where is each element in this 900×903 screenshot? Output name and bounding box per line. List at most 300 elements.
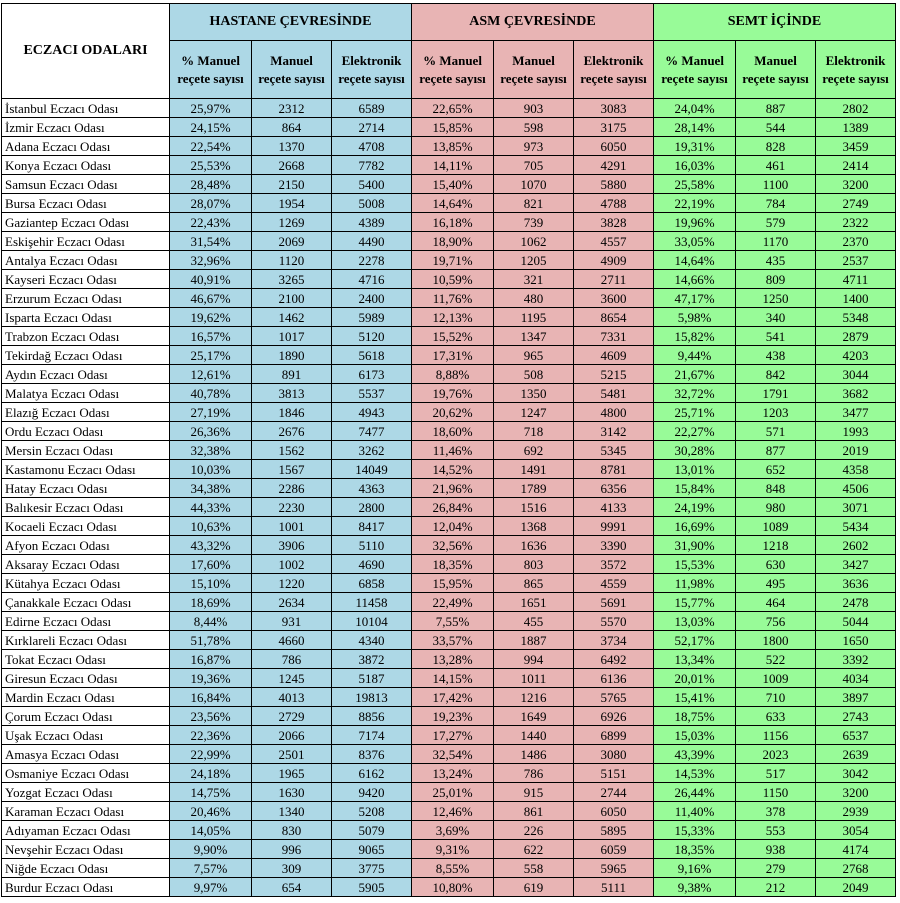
asm-manual-count-cell: 321	[494, 270, 574, 289]
table-row	[2, 422, 896, 441]
asm-electronic-count-cell: 5895	[574, 821, 654, 840]
chamber-name-cell: Nevşehir Eczacı Odası	[2, 840, 170, 859]
semt-manual-count-cell: 544	[736, 118, 816, 137]
hastane-percent-manual-cell: 27,19%	[170, 403, 252, 422]
hastane-electronic-count-cell: 6162	[332, 764, 412, 783]
asm-manual-count-cell: 786	[494, 764, 574, 783]
table-row	[2, 498, 896, 517]
hastane-percent-manual-cell: 22,99%	[170, 745, 252, 764]
hastane-percent-manual-cell: 28,07%	[170, 194, 252, 213]
hastane-manual-count-cell: 1562	[252, 441, 332, 460]
semt-electronic-count-cell: 3054	[816, 821, 896, 840]
asm-percent-manual-cell: 15,52%	[412, 327, 494, 346]
semt-electronic-count-cell: 1993	[816, 422, 896, 441]
semt-electronic-count-cell: 3200	[816, 783, 896, 802]
asm-percent-manual-cell: 3,69%	[412, 821, 494, 840]
asm-electronic-count-cell: 6059	[574, 840, 654, 859]
asm-percent-manual-cell: 14,52%	[412, 460, 494, 479]
chamber-name-cell: Uşak Eczacı Odası	[2, 726, 170, 745]
subheader-semt-percent-manual	[654, 41, 736, 99]
table-row	[2, 232, 896, 251]
hastane-manual-count-cell: 1245	[252, 669, 332, 688]
hastane-electronic-count-cell: 2400	[332, 289, 412, 308]
hastane-percent-manual-cell: 19,62%	[170, 308, 252, 327]
chamber-name-cell: Tokat Eczacı Odası	[2, 650, 170, 669]
hastane-electronic-count-cell: 4490	[332, 232, 412, 251]
semt-percent-manual-cell: 16,03%	[654, 156, 736, 175]
semt-percent-manual-cell: 14,53%	[654, 764, 736, 783]
table-body	[2, 99, 896, 897]
table-row	[2, 612, 896, 631]
hastane-percent-manual-cell: 16,84%	[170, 688, 252, 707]
hastane-manual-count-cell: 1017	[252, 327, 332, 346]
semt-manual-count-cell: 522	[736, 650, 816, 669]
asm-electronic-count-cell: 2744	[574, 783, 654, 802]
hastane-manual-count-cell: 1567	[252, 460, 332, 479]
hastane-manual-count-cell: 3813	[252, 384, 332, 403]
asm-manual-count-cell: 622	[494, 840, 574, 859]
semt-electronic-count-cell: 1650	[816, 631, 896, 650]
semt-manual-count-cell: 517	[736, 764, 816, 783]
semt-percent-manual-cell: 15,33%	[654, 821, 736, 840]
asm-percent-manual-cell: 15,85%	[412, 118, 494, 137]
asm-electronic-count-cell: 6926	[574, 707, 654, 726]
table-row	[2, 631, 896, 650]
semt-percent-manual-cell: 15,53%	[654, 555, 736, 574]
hastane-manual-count-cell: 830	[252, 821, 332, 840]
chamber-name-cell: Karaman Eczacı Odası	[2, 802, 170, 821]
asm-electronic-count-cell: 3175	[574, 118, 654, 137]
table-row	[2, 764, 896, 783]
hastane-electronic-count-cell: 2800	[332, 498, 412, 517]
semt-electronic-count-cell: 3897	[816, 688, 896, 707]
semt-manual-count-cell: 541	[736, 327, 816, 346]
semt-manual-count-cell: 1156	[736, 726, 816, 745]
table-row	[2, 384, 896, 403]
asm-electronic-count-cell: 4133	[574, 498, 654, 517]
hastane-electronic-count-cell: 5008	[332, 194, 412, 213]
chamber-name-cell: Kocaeli Eczacı Odası	[2, 517, 170, 536]
subheader-line2: reçete sayısı	[338, 70, 405, 86]
hastane-manual-count-cell: 1462	[252, 308, 332, 327]
semt-electronic-count-cell: 4358	[816, 460, 896, 479]
asm-manual-count-cell: 915	[494, 783, 574, 802]
semt-percent-manual-cell: 33,05%	[654, 232, 736, 251]
hastane-electronic-count-cell: 7782	[332, 156, 412, 175]
group-header-semt: SEMT İÇİNDE	[654, 4, 896, 41]
asm-manual-count-cell: 1347	[494, 327, 574, 346]
asm-manual-count-cell: 861	[494, 802, 574, 821]
semt-electronic-count-cell: 4506	[816, 479, 896, 498]
chamber-name-cell: Çorum Eczacı Odası	[2, 707, 170, 726]
chamber-name-cell: Ordu Eczacı Odası	[2, 422, 170, 441]
semt-percent-manual-cell: 19,31%	[654, 137, 736, 156]
hastane-electronic-count-cell: 4708	[332, 137, 412, 156]
semt-manual-count-cell: 756	[736, 612, 816, 631]
asm-percent-manual-cell: 18,35%	[412, 555, 494, 574]
subheader-asm-manual-count	[494, 41, 574, 99]
hastane-manual-count-cell: 2729	[252, 707, 332, 726]
semt-manual-count-cell: 579	[736, 213, 816, 232]
semt-electronic-count-cell: 2322	[816, 213, 896, 232]
semt-electronic-count-cell: 2537	[816, 251, 896, 270]
table-row	[2, 840, 896, 859]
semt-electronic-count-cell: 2939	[816, 802, 896, 821]
chamber-name-cell: Balıkesir Eczacı Odası	[2, 498, 170, 517]
hastane-percent-manual-cell: 28,48%	[170, 175, 252, 194]
semt-percent-manual-cell: 13,01%	[654, 460, 736, 479]
asm-electronic-count-cell: 5111	[574, 878, 654, 897]
asm-electronic-count-cell: 4559	[574, 574, 654, 593]
hastane-manual-count-cell: 2676	[252, 422, 332, 441]
table-row	[2, 745, 896, 764]
hastane-electronic-count-cell: 9065	[332, 840, 412, 859]
hastane-manual-count-cell: 1340	[252, 802, 332, 821]
semt-manual-count-cell: 1150	[736, 783, 816, 802]
table-row	[2, 707, 896, 726]
subheader-line2: reçete sayısı	[177, 70, 244, 86]
semt-manual-count-cell: 710	[736, 688, 816, 707]
semt-manual-count-cell: 571	[736, 422, 816, 441]
hastane-manual-count-cell: 2286	[252, 479, 332, 498]
hastane-percent-manual-cell: 34,38%	[170, 479, 252, 498]
semt-percent-manual-cell: 11,98%	[654, 574, 736, 593]
asm-electronic-count-cell: 5880	[574, 175, 654, 194]
semt-electronic-count-cell: 4203	[816, 346, 896, 365]
asm-percent-manual-cell: 21,96%	[412, 479, 494, 498]
hastane-percent-manual-cell: 9,90%	[170, 840, 252, 859]
hastane-electronic-count-cell: 6589	[332, 99, 412, 118]
semt-manual-count-cell: 378	[736, 802, 816, 821]
semt-manual-count-cell: 848	[736, 479, 816, 498]
asm-percent-manual-cell: 15,95%	[412, 574, 494, 593]
asm-electronic-count-cell: 6050	[574, 137, 654, 156]
semt-electronic-count-cell: 3427	[816, 555, 896, 574]
asm-percent-manual-cell: 11,46%	[412, 441, 494, 460]
asm-manual-count-cell: 558	[494, 859, 574, 878]
asm-manual-count-cell: 973	[494, 137, 574, 156]
asm-electronic-count-cell: 6136	[574, 669, 654, 688]
semt-electronic-count-cell: 3636	[816, 574, 896, 593]
semt-electronic-count-cell: 2049	[816, 878, 896, 897]
table-row	[2, 365, 896, 384]
subheader-semt-manual-count	[736, 41, 816, 99]
semt-percent-manual-cell: 11,40%	[654, 802, 736, 821]
semt-electronic-count-cell: 4174	[816, 840, 896, 859]
hastane-manual-count-cell: 1269	[252, 213, 332, 232]
hastane-manual-count-cell: 1370	[252, 137, 332, 156]
chamber-name-cell: Niğde Eczacı Odası	[2, 859, 170, 878]
table-row	[2, 156, 896, 175]
semt-manual-count-cell: 877	[736, 441, 816, 460]
hastane-electronic-count-cell: 4340	[332, 631, 412, 650]
semt-percent-manual-cell: 52,17%	[654, 631, 736, 650]
hastane-percent-manual-cell: 44,33%	[170, 498, 252, 517]
semt-electronic-count-cell: 2370	[816, 232, 896, 251]
semt-percent-manual-cell: 28,14%	[654, 118, 736, 137]
asm-percent-manual-cell: 9,31%	[412, 840, 494, 859]
asm-percent-manual-cell: 32,56%	[412, 536, 494, 555]
chamber-name-cell: Adana Eczacı Odası	[2, 137, 170, 156]
hastane-manual-count-cell: 309	[252, 859, 332, 878]
hastane-electronic-count-cell: 19813	[332, 688, 412, 707]
subheader-line1: Elektronik	[825, 52, 886, 68]
asm-percent-manual-cell: 11,76%	[412, 289, 494, 308]
subheader-line2: reçete sayısı	[822, 70, 889, 86]
semt-electronic-count-cell: 5044	[816, 612, 896, 631]
hastane-percent-manual-cell: 9,97%	[170, 878, 252, 897]
semt-manual-count-cell: 1089	[736, 517, 816, 536]
hastane-percent-manual-cell: 23,56%	[170, 707, 252, 726]
hastane-manual-count-cell: 1630	[252, 783, 332, 802]
asm-electronic-count-cell: 3828	[574, 213, 654, 232]
table-row	[2, 175, 896, 194]
semt-electronic-count-cell: 6537	[816, 726, 896, 745]
semt-percent-manual-cell: 16,69%	[654, 517, 736, 536]
chamber-name-cell: Edirne Eczacı Odası	[2, 612, 170, 631]
subheader-line2: reçete sayısı	[661, 70, 728, 86]
semt-electronic-count-cell: 2879	[816, 327, 896, 346]
hastane-electronic-count-cell: 11458	[332, 593, 412, 612]
semt-percent-manual-cell: 24,04%	[654, 99, 736, 118]
semt-percent-manual-cell: 22,19%	[654, 194, 736, 213]
table-row	[2, 118, 896, 137]
group-header-row	[2, 4, 896, 41]
asm-percent-manual-cell: 19,23%	[412, 707, 494, 726]
asm-electronic-count-cell: 5345	[574, 441, 654, 460]
hastane-electronic-count-cell: 4690	[332, 555, 412, 574]
asm-percent-manual-cell: 17,42%	[412, 688, 494, 707]
semt-percent-manual-cell: 9,44%	[654, 346, 736, 365]
asm-electronic-count-cell: 6356	[574, 479, 654, 498]
hastane-electronic-count-cell: 3775	[332, 859, 412, 878]
asm-percent-manual-cell: 13,24%	[412, 764, 494, 783]
semt-electronic-count-cell: 2602	[816, 536, 896, 555]
hastane-percent-manual-cell: 10,63%	[170, 517, 252, 536]
asm-manual-count-cell: 1649	[494, 707, 574, 726]
chamber-name-cell: Hatay Eczacı Odası	[2, 479, 170, 498]
chamber-name-cell: Bursa Eczacı Odası	[2, 194, 170, 213]
hastane-electronic-count-cell: 5400	[332, 175, 412, 194]
table-row	[2, 878, 896, 897]
table-row	[2, 441, 896, 460]
table-row	[2, 574, 896, 593]
table-wrapper	[1, 3, 896, 897]
hastane-percent-manual-cell: 32,38%	[170, 441, 252, 460]
hastane-manual-count-cell: 864	[252, 118, 332, 137]
asm-percent-manual-cell: 13,28%	[412, 650, 494, 669]
group-header-hastane: HASTANE ÇEVRESİNDE	[170, 4, 412, 41]
asm-electronic-count-cell: 4788	[574, 194, 654, 213]
subheader-asm-electronic-count	[574, 41, 654, 99]
hastane-percent-manual-cell: 24,15%	[170, 118, 252, 137]
hastane-percent-manual-cell: 15,10%	[170, 574, 252, 593]
chamber-name-cell: Yozgat Eczacı Odası	[2, 783, 170, 802]
semt-manual-count-cell: 980	[736, 498, 816, 517]
subheader-hastane-manual-count	[252, 41, 332, 99]
table-header	[2, 4, 896, 99]
semt-electronic-count-cell: 1389	[816, 118, 896, 137]
semt-electronic-count-cell: 4034	[816, 669, 896, 688]
semt-manual-count-cell: 495	[736, 574, 816, 593]
semt-electronic-count-cell: 2639	[816, 745, 896, 764]
semt-percent-manual-cell: 15,03%	[654, 726, 736, 745]
semt-manual-count-cell: 1170	[736, 232, 816, 251]
hastane-percent-manual-cell: 43,32%	[170, 536, 252, 555]
chamber-name-cell: Mardin Eczacı Odası	[2, 688, 170, 707]
semt-percent-manual-cell: 22,27%	[654, 422, 736, 441]
hastane-electronic-count-cell: 8376	[332, 745, 412, 764]
asm-manual-count-cell: 865	[494, 574, 574, 593]
hastane-percent-manual-cell: 18,69%	[170, 593, 252, 612]
chamber-name-cell: Kastamonu Eczacı Odası	[2, 460, 170, 479]
semt-percent-manual-cell: 43,39%	[654, 745, 736, 764]
chamber-name-cell: İzmir Eczacı Odası	[2, 118, 170, 137]
hastane-percent-manual-cell: 17,60%	[170, 555, 252, 574]
hastane-electronic-count-cell: 2714	[332, 118, 412, 137]
semt-percent-manual-cell: 15,84%	[654, 479, 736, 498]
asm-manual-count-cell: 692	[494, 441, 574, 460]
hastane-percent-manual-cell: 22,54%	[170, 137, 252, 156]
semt-manual-count-cell: 464	[736, 593, 816, 612]
hastane-manual-count-cell: 3265	[252, 270, 332, 289]
asm-manual-count-cell: 821	[494, 194, 574, 213]
hastane-electronic-count-cell: 5187	[332, 669, 412, 688]
hastane-percent-manual-cell: 19,36%	[170, 669, 252, 688]
hastane-manual-count-cell: 931	[252, 612, 332, 631]
hastane-manual-count-cell: 1220	[252, 574, 332, 593]
subheader-line1: % Manuel	[665, 52, 724, 68]
chamber-name-cell: Kırklareli Eczacı Odası	[2, 631, 170, 650]
asm-electronic-count-cell: 6492	[574, 650, 654, 669]
asm-manual-count-cell: 1636	[494, 536, 574, 555]
semt-manual-count-cell: 340	[736, 308, 816, 327]
hastane-percent-manual-cell: 20,46%	[170, 802, 252, 821]
semt-electronic-count-cell: 2743	[816, 707, 896, 726]
semt-electronic-count-cell: 2768	[816, 859, 896, 878]
semt-manual-count-cell: 630	[736, 555, 816, 574]
hastane-percent-manual-cell: 51,78%	[170, 631, 252, 650]
hastane-percent-manual-cell: 40,91%	[170, 270, 252, 289]
asm-percent-manual-cell: 19,71%	[412, 251, 494, 270]
hastane-manual-count-cell: 2230	[252, 498, 332, 517]
hastane-percent-manual-cell: 22,43%	[170, 213, 252, 232]
semt-manual-count-cell: 1218	[736, 536, 816, 555]
asm-percent-manual-cell: 22,49%	[412, 593, 494, 612]
asm-manual-count-cell: 598	[494, 118, 574, 137]
hastane-percent-manual-cell: 25,97%	[170, 99, 252, 118]
subheader-line1: Manuel	[512, 52, 555, 68]
hastane-manual-count-cell: 654	[252, 878, 332, 897]
asm-percent-manual-cell: 13,85%	[412, 137, 494, 156]
semt-electronic-count-cell: 5434	[816, 517, 896, 536]
asm-manual-count-cell: 1491	[494, 460, 574, 479]
asm-manual-count-cell: 480	[494, 289, 574, 308]
asm-electronic-count-cell: 2711	[574, 270, 654, 289]
hastane-percent-manual-cell: 46,67%	[170, 289, 252, 308]
asm-manual-count-cell: 508	[494, 365, 574, 384]
semt-electronic-count-cell: 1400	[816, 289, 896, 308]
asm-percent-manual-cell: 18,90%	[412, 232, 494, 251]
asm-electronic-count-cell: 5151	[574, 764, 654, 783]
chamber-name-cell: Gaziantep Eczacı Odası	[2, 213, 170, 232]
asm-electronic-count-cell: 3734	[574, 631, 654, 650]
asm-electronic-count-cell: 5481	[574, 384, 654, 403]
semt-electronic-count-cell: 4711	[816, 270, 896, 289]
hastane-percent-manual-cell: 26,36%	[170, 422, 252, 441]
table-row	[2, 517, 896, 536]
table-row	[2, 460, 896, 479]
asm-percent-manual-cell: 33,57%	[412, 631, 494, 650]
asm-percent-manual-cell: 14,64%	[412, 194, 494, 213]
hastane-percent-manual-cell: 25,17%	[170, 346, 252, 365]
asm-percent-manual-cell: 19,76%	[412, 384, 494, 403]
subheader-line1: Elektronik	[341, 52, 402, 68]
table-row	[2, 289, 896, 308]
semt-manual-count-cell: 1800	[736, 631, 816, 650]
hastane-manual-count-cell: 1002	[252, 555, 332, 574]
asm-percent-manual-cell: 25,01%	[412, 783, 494, 802]
chamber-name-cell: Eskişehir Eczacı Odası	[2, 232, 170, 251]
asm-percent-manual-cell: 12,46%	[412, 802, 494, 821]
asm-percent-manual-cell: 17,27%	[412, 726, 494, 745]
hastane-manual-count-cell: 996	[252, 840, 332, 859]
hastane-electronic-count-cell: 5079	[332, 821, 412, 840]
chamber-name-cell: Kütahya Eczacı Odası	[2, 574, 170, 593]
hastane-manual-count-cell: 2668	[252, 156, 332, 175]
asm-percent-manual-cell: 12,04%	[412, 517, 494, 536]
hastane-manual-count-cell: 1890	[252, 346, 332, 365]
semt-percent-manual-cell: 18,75%	[654, 707, 736, 726]
table-row	[2, 479, 896, 498]
asm-electronic-count-cell: 8654	[574, 308, 654, 327]
semt-electronic-count-cell: 3071	[816, 498, 896, 517]
asm-percent-manual-cell: 20,62%	[412, 403, 494, 422]
semt-percent-manual-cell: 9,38%	[654, 878, 736, 897]
semt-percent-manual-cell: 31,90%	[654, 536, 736, 555]
asm-percent-manual-cell: 14,11%	[412, 156, 494, 175]
semt-manual-count-cell: 553	[736, 821, 816, 840]
hastane-percent-manual-cell: 25,53%	[170, 156, 252, 175]
subheader-line1: % Manuel	[423, 52, 482, 68]
hastane-percent-manual-cell: 22,36%	[170, 726, 252, 745]
subheader-line1: Manuel	[754, 52, 797, 68]
semt-manual-count-cell: 1203	[736, 403, 816, 422]
semt-manual-count-cell: 279	[736, 859, 816, 878]
table-row	[2, 137, 896, 156]
asm-electronic-count-cell: 5965	[574, 859, 654, 878]
semt-manual-count-cell: 435	[736, 251, 816, 270]
asm-manual-count-cell: 1789	[494, 479, 574, 498]
subheader-line2: reçete sayısı	[580, 70, 647, 86]
semt-percent-manual-cell: 13,03%	[654, 612, 736, 631]
asm-electronic-count-cell: 4800	[574, 403, 654, 422]
table-row	[2, 688, 896, 707]
semt-electronic-count-cell: 2802	[816, 99, 896, 118]
table-row	[2, 669, 896, 688]
semt-percent-manual-cell: 24,19%	[654, 498, 736, 517]
asm-manual-count-cell: 1516	[494, 498, 574, 517]
semt-electronic-count-cell: 3042	[816, 764, 896, 783]
asm-percent-manual-cell: 18,60%	[412, 422, 494, 441]
hastane-manual-count-cell: 1001	[252, 517, 332, 536]
hastane-manual-count-cell: 1120	[252, 251, 332, 270]
asm-manual-count-cell: 1350	[494, 384, 574, 403]
semt-percent-manual-cell: 15,77%	[654, 593, 736, 612]
hastane-electronic-count-cell: 5208	[332, 802, 412, 821]
asm-electronic-count-cell: 3142	[574, 422, 654, 441]
asm-percent-manual-cell: 14,15%	[412, 669, 494, 688]
